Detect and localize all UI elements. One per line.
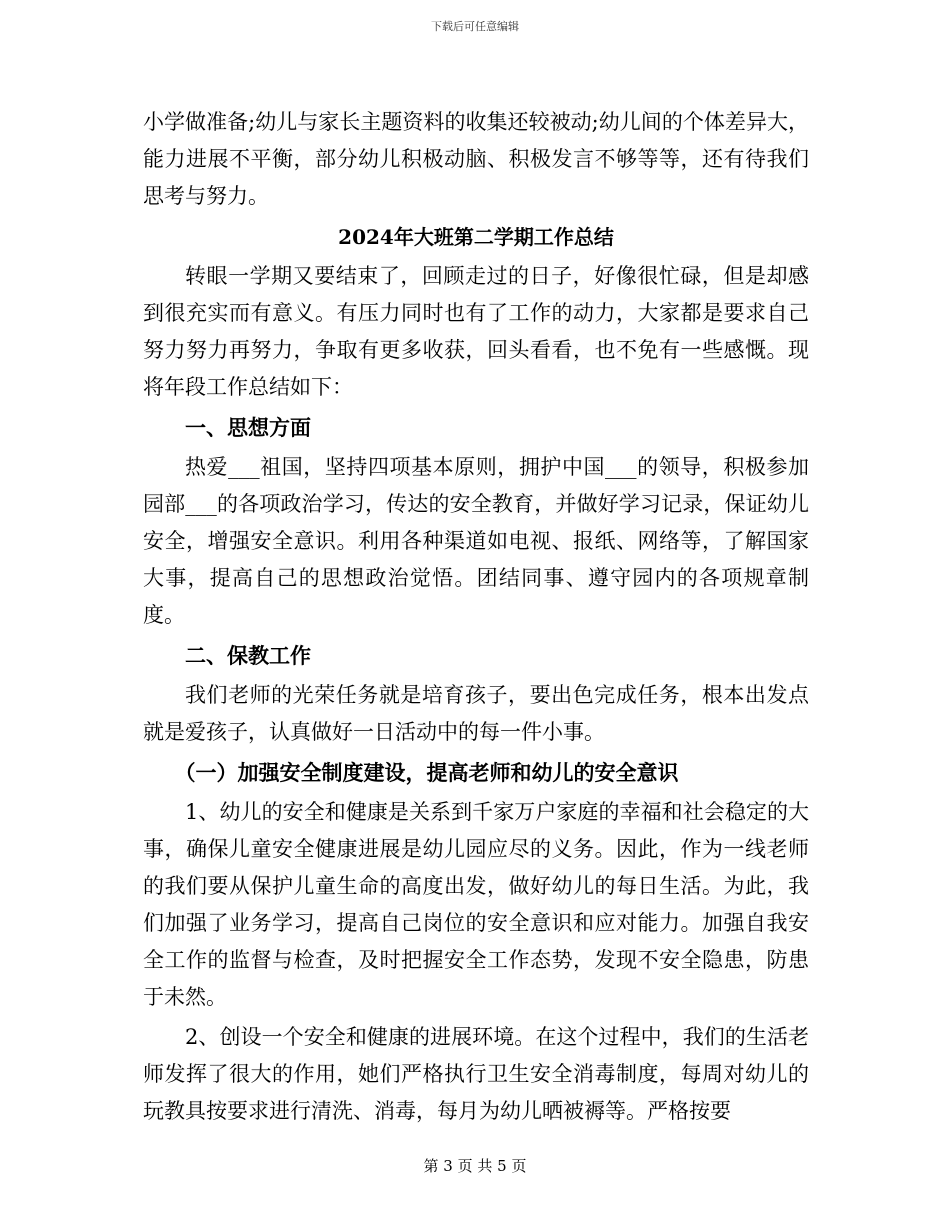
- section1-paragraph: 热爱___祖国，坚持四项基本原则，拥护中国___的领导，积极参加园部___的各项政治学习，传达的安全教育，并做好学习记录，保证幼儿安全，增强安全意识。利用各种渠道如电视、报纸、网络等，了解国家大事，提高自己的思想政治觉悟。团结同事、遵守园内的各项规章制度。: [143, 455, 809, 627]
- item2-paragraph: 2、创设一个安全和健康的进展环境。在这个过程中，我们的生活老师发挥了很大的作用，她们严格执行卫生安全消毒制度，每周对幼儿的玩教具按要求进行清洗、消毒，每月为幼儿晒被褥等。严格按要: [143, 1025, 809, 1123]
- section1-heading: 一、思想方面: [185, 415, 311, 440]
- intro-paragraph: 小学做准备;幼儿与家长主题资料的收集还较被动;幼儿间的个体差异大，能力进展不平衡，部分幼儿积极动脑、积极发言不够等等，还有待我们思考与努力。: [143, 110, 809, 208]
- document-title: 2024年大班第二学期工作总结: [338, 225, 614, 249]
- section2-paragraph: 我们老师的光荣任务就是培育孩子，要出色完成任务，根本出发点就是爱孩子，认真做好一日活动中的每一件小事。: [143, 683, 809, 744]
- item1-paragraph: 1、幼儿的安全和健康是关系到千家万户家庭的幸福和社会稳定的大事，确保儿童安全健康进展是幼儿园应尽的义务。因此，作为一线老师的我们要从保护儿童生命的高度出发，做好幼儿的每日生活。为此，我们加强了业务学习，提高自己岗位的安全意识和应对能力。加强自我安全工作的监督与检查，及时把握安全工作态势，发现不安全隐患，防患于未然。: [143, 800, 809, 1009]
- header-note: 下载后可任意编辑: [431, 20, 519, 33]
- section2-heading: 二、保教工作: [185, 643, 311, 668]
- document-body: [143, 104, 809, 1130]
- subsection1-heading: （一）加强安全制度建设，提高老师和幼儿的安全意识: [174, 760, 679, 785]
- page-number: 第 3 页 共 5 页: [423, 1157, 527, 1175]
- opening-paragraph: 转眼一学期又要结束了，回顾走过的日子，好像很忙碌，但是却感到很充实而有意义。有压力同时也有了工作的动力，大家都是要求自己努力努力再努力，争取有更多收获，回头看看，也不免有一些感慨。现将年段工作总结如下：: [143, 264, 809, 399]
